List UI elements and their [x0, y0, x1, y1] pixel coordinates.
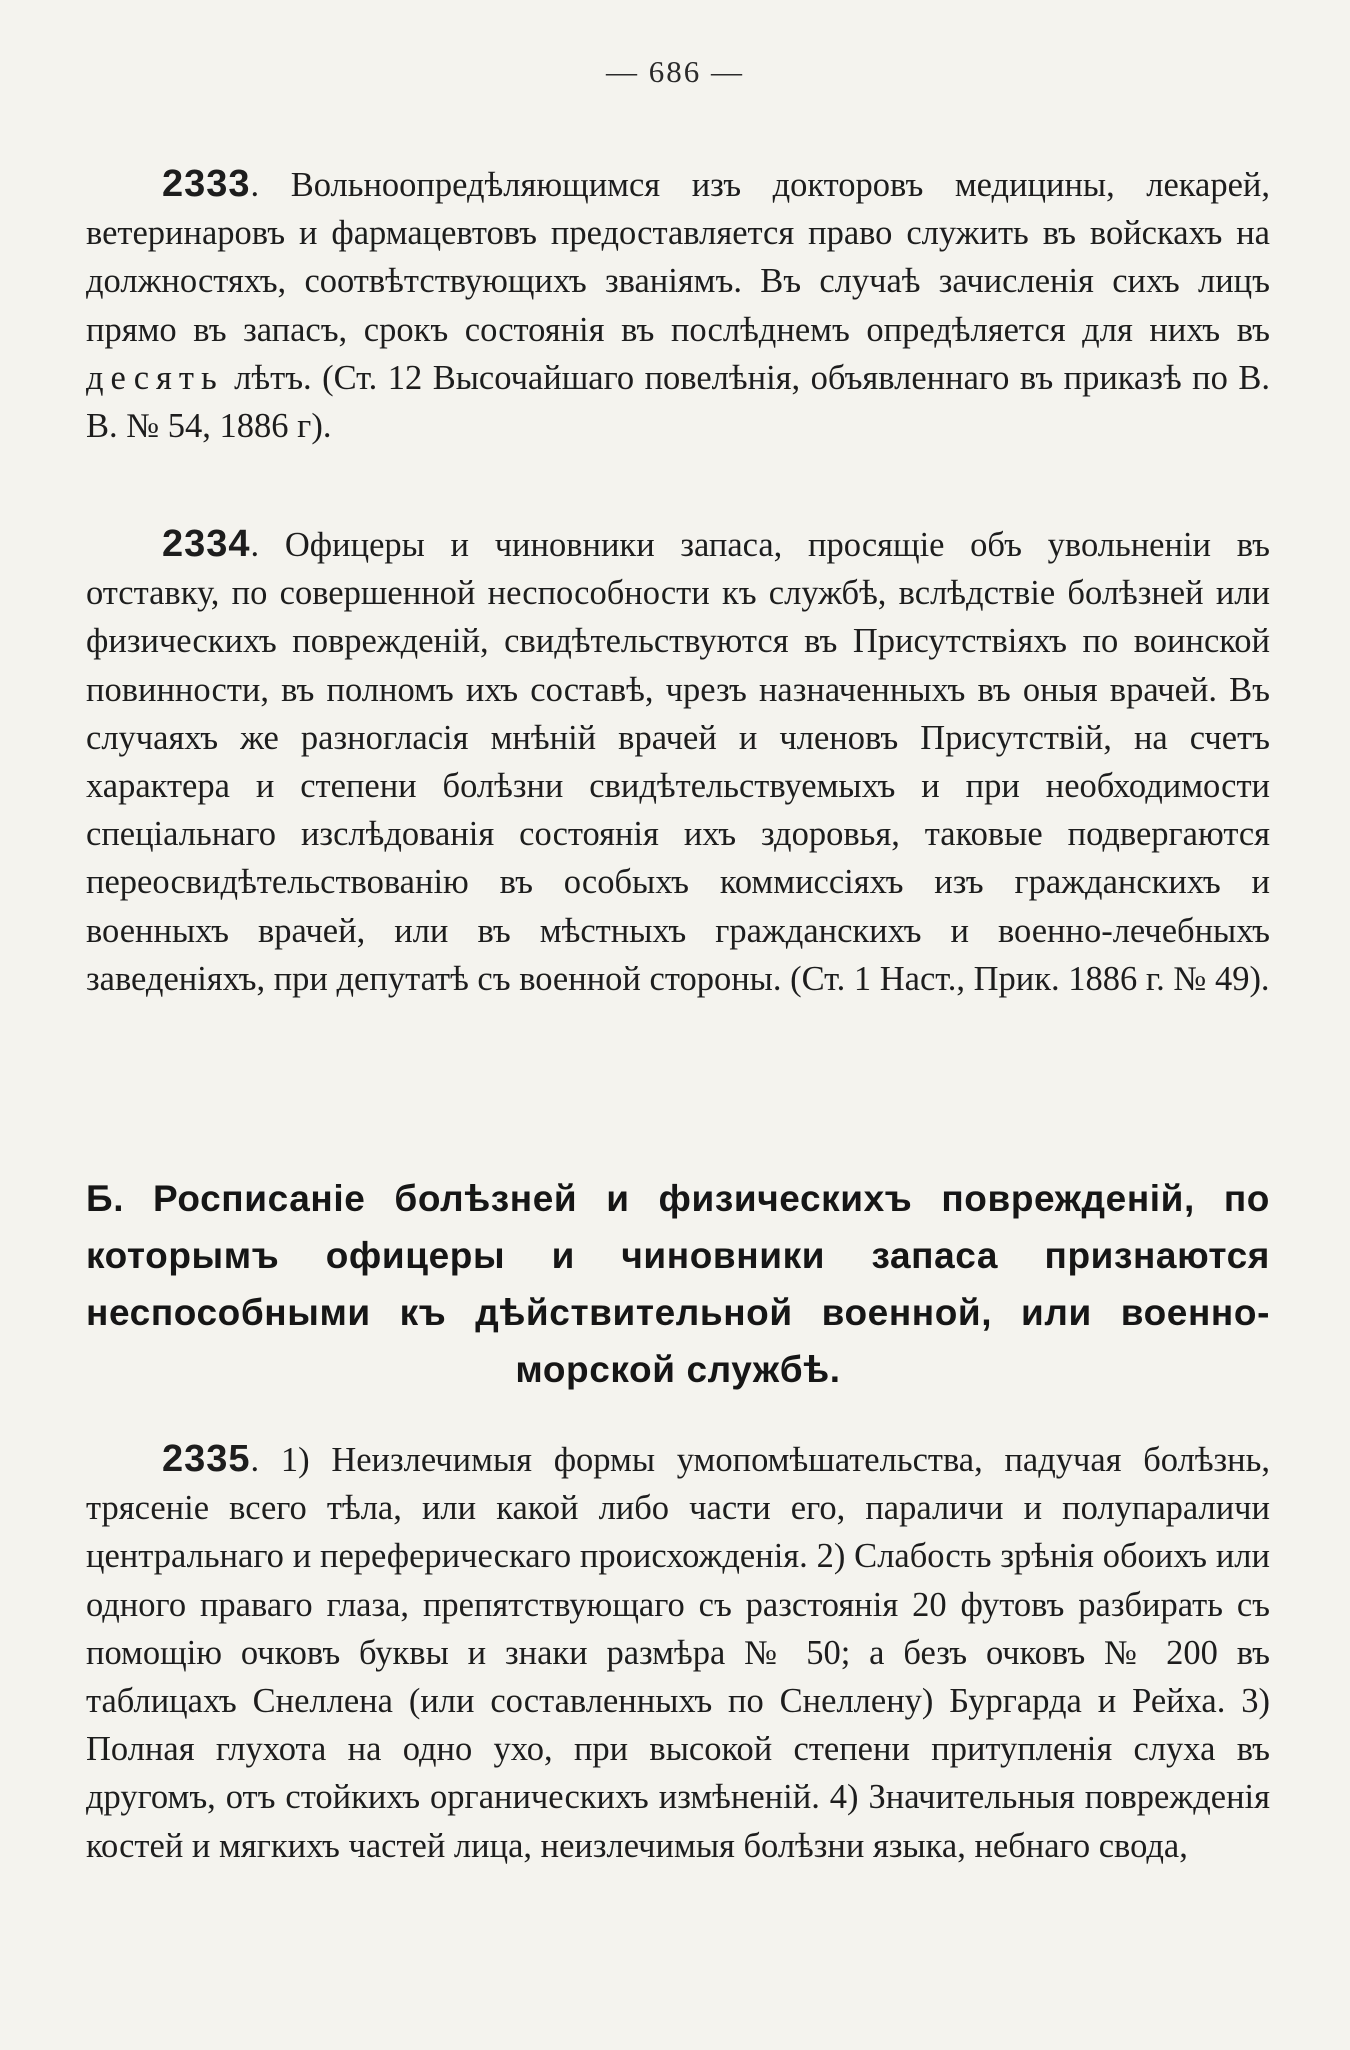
article-2335 [86, 1435, 1270, 1870]
article-number: 2335 [162, 1438, 251, 1480]
article-text: . Вольноопредѣляющимся изъ докторовъ медицины, лекарей, ветеринаровъ и фармацевтовъ предоставляется право служить въ войскахъ на должностяхъ, соотвѣтствующихъ званіямъ. Въ случаѣ зачисленія сихъ лицъ прямо въ запасъ, срокъ состоянія въ послѣднемъ опредѣляется для нихъ въ [86, 166, 1270, 349]
article-text-continued: лѣтъ. (Ст. 12 Высочайшаго повелѣнія, объявленнаго въ приказѣ по В. В. № 54, 1886 г). [86, 358, 1270, 446]
article-paragraph [86, 160, 1270, 450]
article-number: 2333 [162, 163, 251, 205]
article-2334 [86, 520, 1270, 1003]
article-number: 2334 [162, 523, 251, 565]
page-number: — 686 — [606, 54, 744, 89]
article-text: . 1) Неизлечимыя формы умопомѣшательства, падучая болѣзнь, трясеніе всего тѣла, или какой либо части его, параличи и полупараличи центральнаго и переферическаго происхожденія. 2) Слабость зрѣнія обоихъ или одного праваго глаза, препятствующаго съ разстоянія 20 футовъ разбирать съ помощію очковъ буквы и знаки размѣра № 50; а безъ очковъ № 200 въ таблицахъ Снеллена (или составленныхъ по Снеллену) Бургарда и Рейха. 3) Полная глухота на одно ухо, при высокой степени притупленія слуха въ другомъ, отъ стойкихъ органическихъ измѣненій. 4) Значительныя поврежденія костей и мягкихъ частей лица, неизлечимыя болѣзни языка, небнаго свода, [86, 1441, 1270, 1865]
article-paragraph [86, 1435, 1270, 1870]
article-2333 [86, 160, 1270, 450]
spaced-word: десять [86, 358, 224, 397]
article-paragraph [86, 520, 1270, 1003]
section-heading: Б. Росписаніе болѣзней и физическихъ поврежденій, по которымъ офицеры и чиновники запаса признаются неспособными къ дѣйствительной военной, или военно-морской службѣ. [86, 1178, 1270, 1390]
article-text: . Офицеры и чиновники запаса, просящіе объ увольненіи въ отставку, по совершенной неспособности къ службѣ, вслѣдствіе болѣзней или физическихъ поврежденій, свидѣтельствуются въ Присутствіяхъ по воинской повинности, въ полномъ ихъ составѣ, чрезъ назначенныхъ въ оныя врачей. Въ случаяхъ же разногласія мнѣній врачей и членовъ Присутствій, на счетъ характера и степени болѣзни свидѣтельствуемыхъ и при необходимости спеціальнаго изслѣдованія состоянія ихъ здоровья, таковые подвергаются переосвидѣтельствованію въ особыхъ коммиссіяхъ изъ гражданскихъ и военныхъ врачей, или въ мѣстныхъ гражданскихъ и военно-лечебныхъ заведеніяхъ, при депутатѣ съ военной стороны. (Ст. 1 Наст., Прик. 1886 г. № 49). [86, 526, 1270, 998]
